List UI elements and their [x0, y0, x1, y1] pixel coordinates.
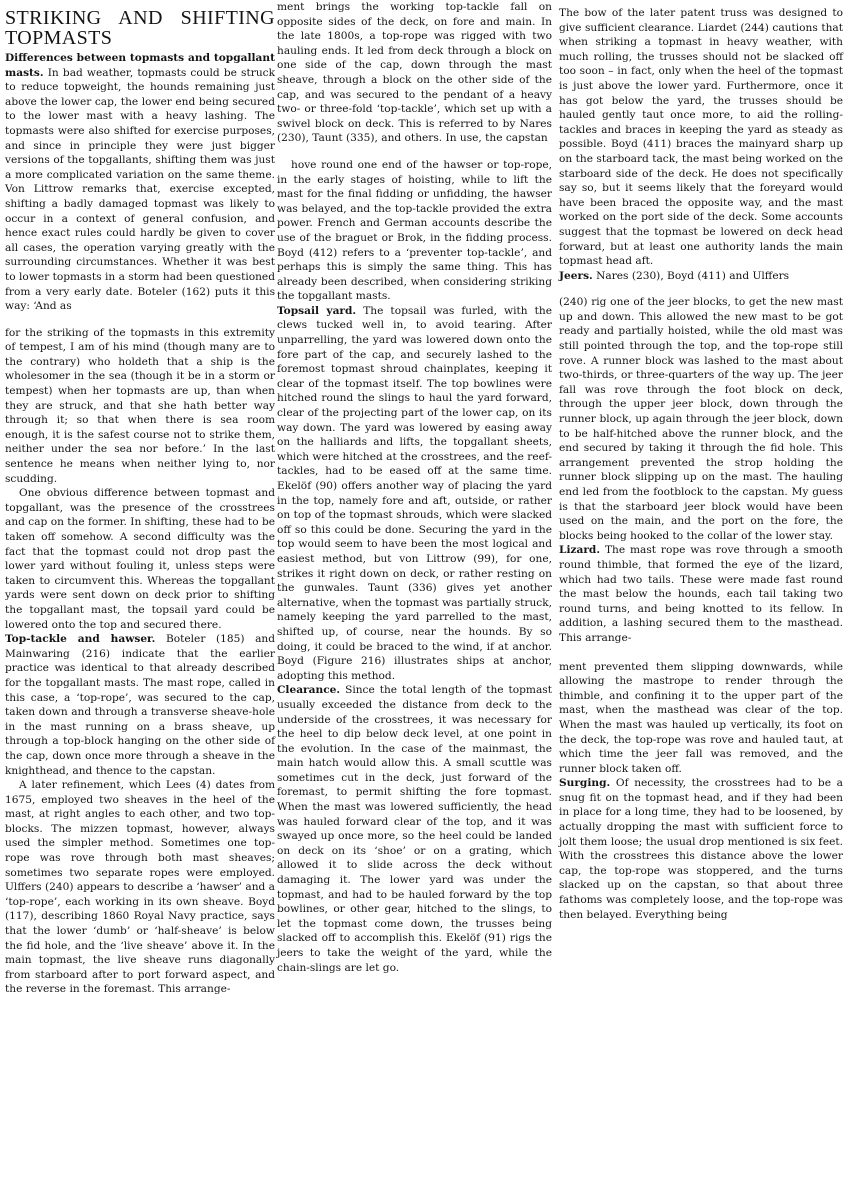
column-break: [277, 146, 552, 158]
paragraph-heading: Surging.: [559, 777, 611, 790]
paragraph-heading: Jeers.: [559, 269, 593, 282]
paragraph: Differences between topmasts and topgallant masts. In bad weather, topmasts could be struck to reduce topweight, the hounds remaining just above the lower cap, the lower end being secured to the lower mast with a heavy lashing. The topmasts were also shifted for exercise purposes, and since in principle they were just bigger versions of the topgallants, shifting them was just a more complicated variation on the same theme. Von Littrow remarks that, exercise excepted, shifting a badly damaged topmast was likely to occur in a context of general confusion, and hence exact rules could hardly be given to cover all cases, the operation varying greatly with the surrounding circumstances. Whether it was best to lower topmasts in a storm had been questioned from a very early date. Boteler (162) puts it this way: ‘And as: [5, 52, 275, 313]
paragraph-heading: Clearance.: [277, 684, 341, 697]
paragraph: A later refinement, which Lees (4) dates from 1675, employed two sheaves in the heel of the mast, at right angles to each other, and two top-blocks. The mizzen topmast, however, always used the simpler method. Sometimes one top-rope was rove through both mast sheaves; sometimes two separate ropes were employed. Ulffers (240) appears to describe a ‘hawser’ and a ‘top-rope’, each working in its own sheave. Boyd (117), describing 1860 Royal Navy practice, says that the lower ‘dumb’ or ‘half-sheave’ is below the fid hole, and the ‘live sheave’ above it. In the main topmast, the live sheave runs diagonally from starboard after to port forward aspect, and the reverse in the foremast. This arrange-: [5, 779, 275, 996]
paragraph: The bow of the later patent truss was designed to give sufficient clearance. Liardet (244) cautions that when striking a topmast in heavy weather, with much rolling, the trusses should not be slacked off too soon – in fact, only when the heel of the topmast is just above the lower yard. Furthermore, once it has got below the yard, the trusses should be hauled gently taut once more, to aid the rolling-tackles and braces in keeping the yard as steady as possible. Boyd (411) braces the mainyard sharp up on the starboard tack, the mast being worked on the starboard side of the deck. He does not specifically say so, but it seems likely that the foreyard would have been braced the opposite way, and the mast worked on the port side of the deck. Some accounts suggest that the topmast be lowered on deck head forward, but at least one authority lands the main topmast head aft.: [559, 7, 843, 268]
column-3: [559, 6, 843, 922]
paragraph: One obvious difference between topmast and topgallant, was the presence of the crosstrees and cap on the former. In shifting, these had to be taken off somehow. A second difficulty was the fact that the topmast could not drop past the lower yard without fouling it, unless steps were taken to circumvent this. Whereas the topgallant yards were sent down on deck prior to shifting the topgallant mast, the topsail yard could be lowered onto the top and secured there.: [5, 487, 275, 631]
paragraph-heading: Topsail yard.: [277, 304, 357, 317]
column-break: [5, 314, 275, 326]
paragraph: ment prevented them slipping downwards, while allowing the mastrope to render through the thimble, and confining it to the upper part of the mast, when the masthead was clear of the top. When the mast was hauled up vertically, its foot on the deck, the top-rope was rove and hauled taut, at which time the jeer fall was removed, and the runner block taken off.: [559, 660, 843, 775]
column-break: [559, 283, 843, 295]
paragraph: ment brings the working top-tackle fall on opposite sides of the deck, on fore and main. In the late 1800s, a top-rope was rigged with two hauling ends. It led from deck through a block on one side of the cap, down through the mast sheave, through a block on the other side of the cap, and was secured to the pendant of a heavy two- or three-fold ‘top-tackle’, which set up with a swivel block on deck. This is referred to by Nares (230), Taunt (335), and others. In use, the capstan: [277, 1, 552, 145]
column-1: [5, 6, 275, 997]
paragraph: hove round one end of the hawser or top-rope, in the early stages of hoisting, while to lift the mast for the final fidding or unfidding, the hawser was belayed, and the top-tackle provided the extra power. French and German accounts describe the use of the braguet or Brok, in the fidding process. Boyd (412) refers to a ‘preventer top-tackle’, and perhaps this is simply the same thing. This has already been described, when considering striking the topgallant masts.: [277, 158, 552, 303]
paragraph-heading: Top-tackle and hawser.: [5, 633, 156, 646]
paragraph-heading: Differences between topmasts and topgallant masts.: [5, 52, 275, 79]
paragraph-heading: Lizard.: [559, 544, 601, 557]
paragraph: (240) rig one of the jeer blocks, to get the new mast up and down. This allowed the new mast to be got ready and partially hoisted, while the old mast was still pointed through the top, and the top-rope still rove. A runner block was lashed to the mast about two-thirds, or three-quarters of the way up. The jeer fall was rove through the foot block on deck, through the upper jeer block, down through the runner block, up again through the jeer block, down to be half-hitched above the runner block, and the end secured by taking it through the fid hole. This arrangement prevented the strop holding the runner block slipping up on the mast. The hauling end led from the footblock to the capstan. My guess is that the starboard jeer block would have been used on the main, and the port on the fore, the blocks being hooked to the collar of the lower stay.: [559, 296, 843, 542]
column-2: [277, 0, 552, 975]
column-break: [559, 646, 843, 660]
paragraph: for the striking of the topmasts in this extremity of tempest, I am of his mind (though many are to the contrary) who holdeth that a ship is the wholesomer in the sea (though it be in a storm or tempest) when her topmasts are up, than when they are struck, and that she hath better way through it; so that when there is sea room enough, it is the safest course not to strike them, neither under the sea nor before.’ In the last sentence he means when neither lying to, nor scudding.: [5, 326, 275, 485]
section-title: STRIKING AND SHIFTING TOPMASTS: [5, 7, 275, 49]
paragraph: Lizard. The mast rope was rove through a smooth round thimble, that formed the eye of the lizard, which had two tails. These were made fast round the mast below the hounds, each tail taking two round turns, and being knotted to its fellow. In addition, a lashing secured them to the masthead. This arrange-: [559, 544, 843, 644]
paragraph: Surging. Of necessity, the crosstrees had to be a snug fit on the topmast head, and if they had been in place for a long time, they had to be loosened, by actually dropping the mast with sufficient force to jolt them loose; the usual drop mentioned is six feet. With the crosstrees this distance above the lower cap, the top-rope was stoppered, and the turns slacked up on the capstan, so that about three fathoms was completely loose, and the top-rope was then belayed. Everything being: [559, 777, 843, 921]
paragraph: Jeers. Nares (230), Boyd (411) and Ulffers: [559, 269, 790, 282]
paragraph: Topsail yard. The topsail was furled, with the clews tucked well in, to avoid tearing. After unparrelling, the yard was lowered down onto the fore part of the cap, and securely lashed to the foremost topmast shroud chainplates, keeping it clear of the topmast itself. The top bowlines were hitched round the slings to haul the yard forward, clear of the projecting part of the lower cap, on its way down. The yard was lowered by easing away on the halliards and lifts, the topgallant sheets, which were hitched at the crosstrees, and the reef-tackles, had to be eased off at the same time. Ekelöf (90) offers another way of placing the yard in the top, namely fore and aft, outside, or rather on top of the topmast shrouds, which were slacked off so this could be done. Securing the yard in the top would seem to have been the most logical and easiest method, but von Littrow (99), for one, strikes it right down on deck, or rather resting on the gunwales. Taunt (336) gives yet another alternative, when the topmast was partially struck, namely keeping the yard parrelled to the mast, shifted up, of course, near the hounds. By so doing, it could be braced to the wind, if at anchor. Boyd (Figure 216) illustrates ships at anchor, adopting this method.: [277, 304, 553, 682]
paragraph: Clearance. Since the total length of the topmast usually exceeded the distance from deck to the underside of the crosstrees, it was necessary for the heel to dip below deck level, at one point in the evolution. In the case of the mainmast, the main hatch would allow this. A small scuttle was sometimes cut in the deck, just forward of the foremast, to permit shifting the fore topmast. When the mast was lowered sufficiently, the head was hauled forward clear of the top, and it was swayed up once more, so the heel could be landed on deck on its ‘shoe’ or on a grating, which allowed it to slide across the deck without damaging it. The lower yard was under the topmast, and had to be hauled forward by the top bowlines, or other gear, hitched to the slings, to let the topmast come down, the trusses being slacked off to accomplish this. Ekelöf (91) rigs the jeers to take the weight of the yard, while the chain-slings are let go.: [277, 684, 552, 974]
paragraph: Top-tackle and hawser. Boteler (185) and Mainwaring (216) indicate that the earlier practice was identical to that already described for the topgallant masts. The mast rope, called in this case, a ‘top-rope’, was secured to the cap, taken down and through a transverse sheave-hole in the mast running on a brass sheave, up through a top-block hanging on the other side of the cap, down once more through a sheave in the knighthead, and thence to the capstan.: [5, 633, 275, 777]
